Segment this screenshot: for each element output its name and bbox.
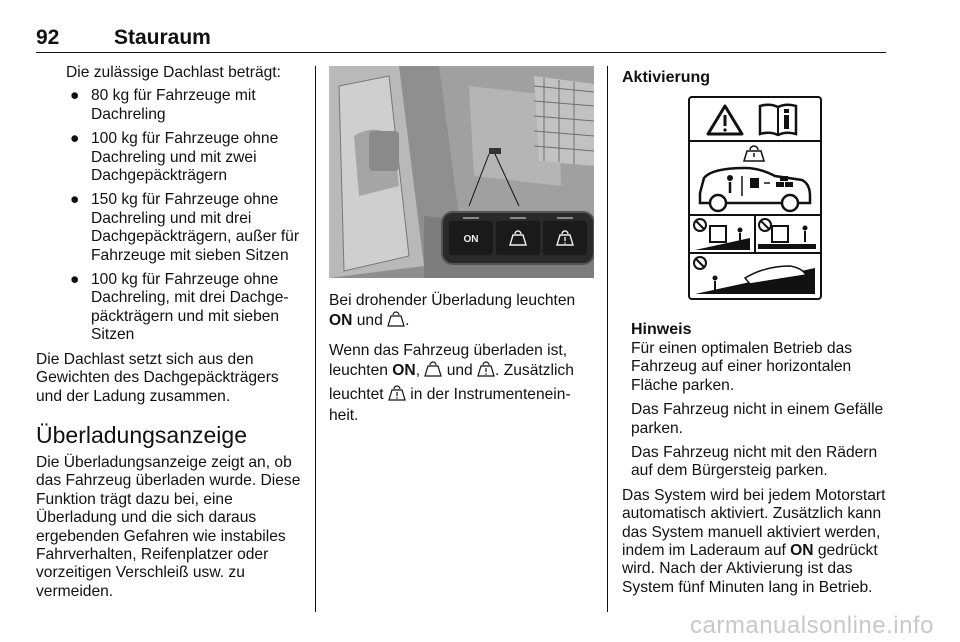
list-item (36, 87, 304, 124)
list-item-text: 100 kg für Fahrzeuge ohne Dachreling und mit zwei Dachgepäckträgern (91, 130, 279, 185)
column-left (36, 64, 304, 609)
hint-block (622, 320, 888, 481)
indicator-led (463, 217, 479, 219)
column-divider (315, 66, 316, 612)
weight-warning-icon (477, 360, 495, 383)
indicator-led (557, 217, 573, 219)
list-item-text: 150 kg für Fahrzeuge ohne Dachreling und mit drei Dachgepäckträgern, außer für Fahrzeuge mit sieben Sitzen (91, 191, 300, 264)
page-title: Stauraum (114, 26, 211, 49)
weight-icon (424, 360, 442, 383)
hint-text: Das Fahrzeug nicht in einem Gefälle parken. (631, 401, 884, 437)
text-run: und (352, 312, 388, 330)
list-item (36, 191, 304, 265)
roof-load-note: Die Dachlast setzt sich aus den Gewichten des Dachgepäckträgers und der Ladung zusammen. (36, 350, 279, 405)
hint-title: Hinweis (631, 321, 692, 338)
page-header (36, 26, 886, 53)
on-label: ON (790, 542, 814, 560)
text-run: . (405, 312, 410, 330)
on-label: ON (329, 312, 353, 330)
overloaded-text (329, 342, 594, 426)
bullet-marker: ● (70, 87, 80, 105)
overload-warning-indicator (543, 221, 587, 255)
section-text: Die Überladungsanzeige zeigt an, ob das Fahrzeug überladen wurde. Diese Funktion trägt dazu bei, eine Überladung und die sich daraus ergebenden Gefahren wie instabiles Fahrverhalten, Reifenplatzer oder vorzeitigen Verschleiß usw. zu vermeiden. (36, 453, 301, 600)
on-button-label: ON (463, 234, 479, 245)
column-divider (607, 66, 608, 612)
page-number: 92 (36, 26, 60, 49)
prohibited-icon (759, 219, 771, 231)
warning-label-graphic (688, 96, 822, 300)
column-middle (329, 64, 594, 433)
list-item (36, 271, 304, 345)
overload-threat-text (329, 292, 594, 334)
cargo-area-photo (329, 66, 594, 278)
warning-triangle-icon (708, 106, 742, 134)
activation-text (622, 487, 888, 597)
prohibited-icon (694, 219, 706, 231)
list-item-text: 100 kg für Fahrzeuge ohne Dachreling, mit drei Dachgepäckträgern und mit sieben Sitzen (91, 271, 289, 344)
text-run: , (415, 362, 425, 380)
bullet-marker: ● (70, 271, 80, 289)
section-title: Überladungsanzeige (36, 421, 247, 448)
on-label: ON (392, 362, 416, 380)
text-run: Wenn das Fahrzeug überladen ist, leuchten (329, 341, 568, 380)
weight-icon (387, 310, 405, 333)
roof-load-intro: Die zulässige Dachlast beträgt: (66, 64, 281, 81)
roof-load-list (36, 87, 304, 344)
text-run: Bei drohender Überladung leuchten (329, 292, 576, 309)
weight-warning-icon (388, 384, 406, 407)
weight-icon (509, 229, 527, 247)
bullet-marker: ● (70, 130, 80, 148)
indicator-led (510, 217, 526, 219)
weight-warning-icon (744, 146, 764, 161)
list-item (36, 130, 304, 185)
watermark: carmanualsonline.info (690, 612, 934, 639)
text-run: gedrückt wird. Nach der Aktivierung ist das System fünf Minuten lang in Betrieb. (622, 542, 878, 596)
text-run: Das System wird bei jedem Motorstart automatisch aktiviert. Zusätzlich kann das System manuell aktiviert werden, indem im Laderaum auf (622, 486, 886, 560)
overload-switch-panel (441, 211, 594, 265)
text-run: in der Instrumenteneinheit. (329, 385, 571, 425)
hint-text: Das Fahrzeug nicht mit den Rädern auf dem Bürgersteig parken. (631, 444, 878, 480)
on-button[interactable] (449, 221, 493, 255)
text-run: und (442, 362, 478, 380)
overload-indicator (496, 221, 540, 255)
prohibited-icon (694, 257, 706, 269)
hint-text: Für einen optimalen Betrieb das Fahrzeug auf einer horizontalen Fläche parken. (631, 340, 853, 394)
list-item-text: 80 kg für Fahrzeuge mit Dachreling (91, 87, 256, 123)
column-right (622, 64, 888, 605)
weight-warning-icon (556, 229, 574, 247)
warning-label-illustration (690, 98, 820, 298)
bullet-marker: ● (70, 191, 80, 209)
text-run: . Zusätzlich leuchtet (329, 362, 574, 403)
activation-heading: Aktivierung (622, 69, 711, 86)
manual-info-icon (760, 105, 796, 135)
